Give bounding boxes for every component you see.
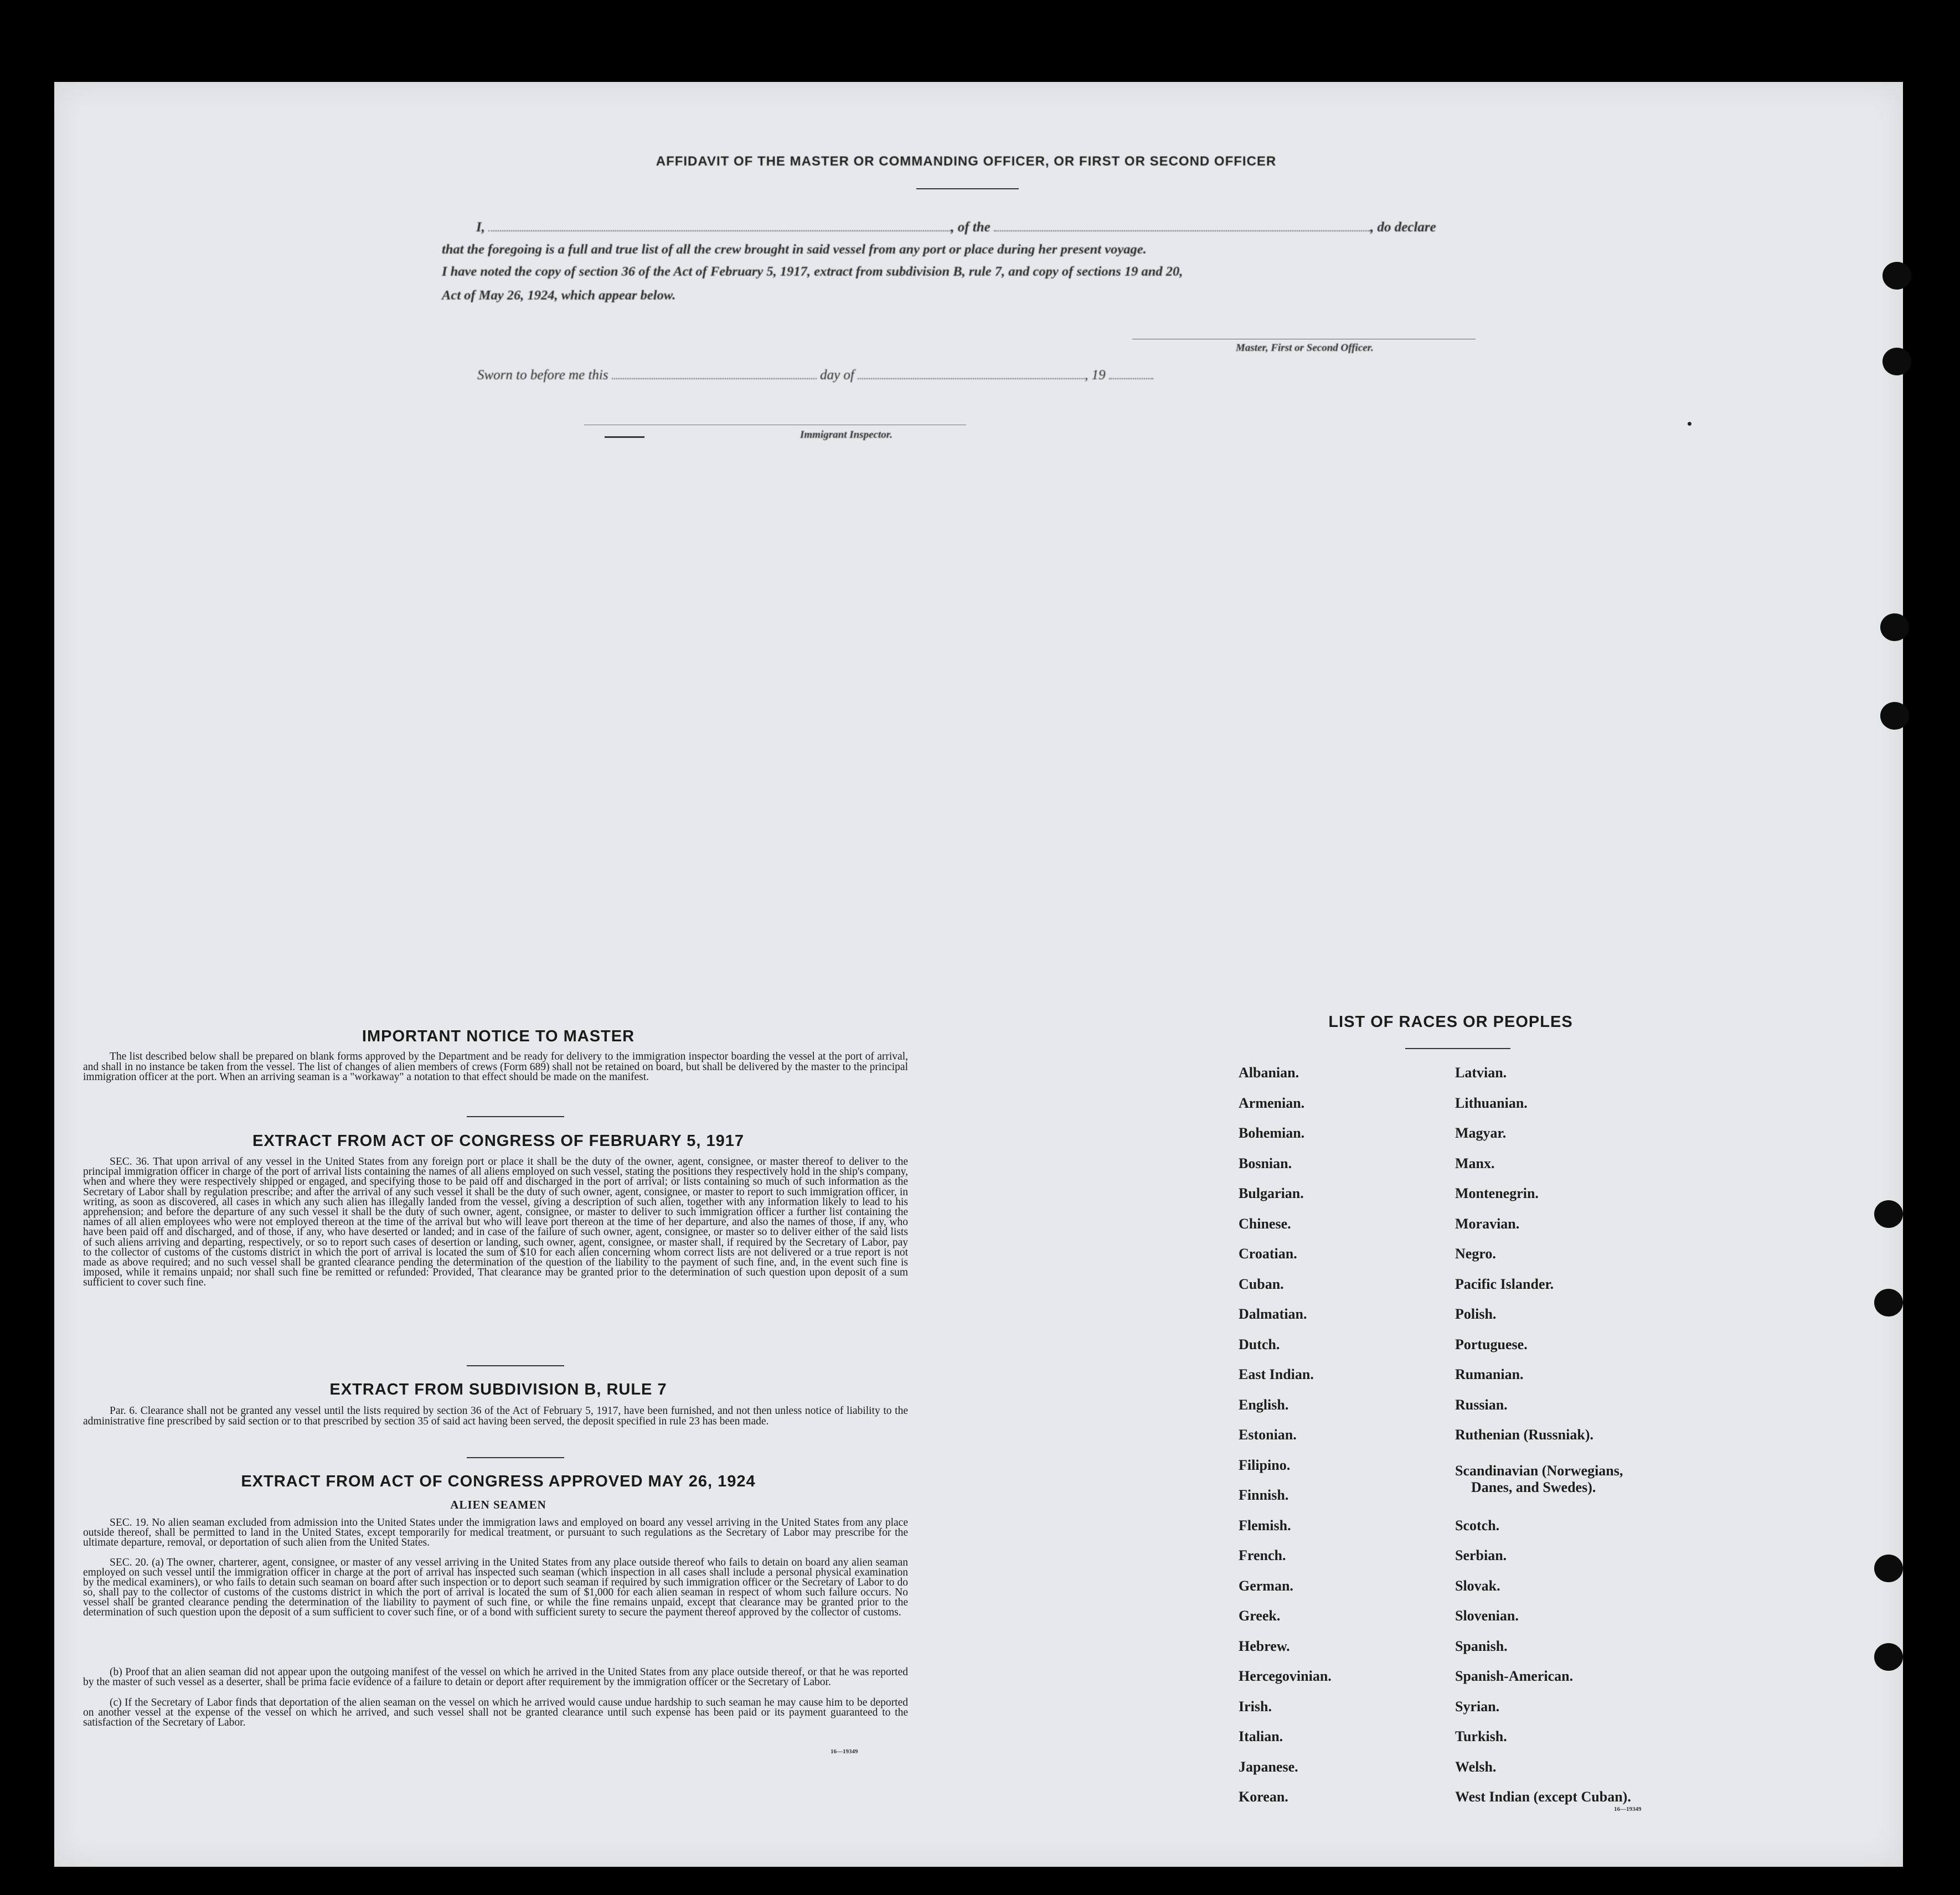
races-rule (1405, 1048, 1510, 1049)
race-item: Danes, and Swedes). (1471, 1479, 1596, 1495)
affidavit-line-4: Act of May 26, 1924, which appear below. (442, 288, 676, 303)
race-item: Spanish-American. (1455, 1668, 1574, 1684)
sworn-text: Sworn to before me this (477, 368, 608, 383)
sec20b-text: (b) Proof that an alien seaman did not appear upon the outgoing manifest of the vessel on which he arrived in the United States from any place outside thereof, or that he was reported by the master of such vessel as a deserter, shall be prima facie evidence of a failure to detain or deport after requirement by the immigration officer or the Secretary of Labor. (83, 1666, 908, 1688)
title-rule (916, 188, 1019, 189)
race-item: Polish. (1455, 1306, 1497, 1322)
alien-seamen-subtitle: ALIEN SEAMEN (450, 1498, 546, 1511)
punch-hole (1874, 1555, 1903, 1582)
extract-1924-title: EXTRACT FROM ACT OF CONGRESS APPROVED MAY 26, 1924 (241, 1473, 756, 1490)
race-item: Croatian. (1239, 1246, 1297, 1262)
rule7-text: Par. 6. Clearance shall not be granted any vessel until the lists required by section 36 of the Act of February 5, 1917, have been furnished, and not then unless notice of liability to the administrative fine prescribed by said section or to that prescribed by section 35 of said act having been served, the deposit specified in rule 23 has been made. (83, 1405, 908, 1427)
race-item: Irish. (1239, 1698, 1272, 1715)
affidavit-line-1 (476, 220, 1436, 235)
race-item: West Indian (except Cuban). (1455, 1789, 1631, 1805)
race-item: Portuguese. (1455, 1336, 1528, 1352)
affidavit-line-2: that the foregoing is a full and true list of all the crew brought in said vessel from any port or place during her present voyage. (442, 242, 1147, 257)
extract-1917-title: EXTRACT FROM ACT OF CONGRESS OF FEBRUARY 5, 1917 (252, 1132, 745, 1150)
race-item: Scandinavian (Norwegians, (1455, 1462, 1623, 1479)
speck (1688, 422, 1691, 426)
punch-hole (1874, 1643, 1903, 1671)
affidavit-title: AFFIDAVIT OF THE MASTER OR COMMANDING OFFICER, OR FIRST OR SECOND OFFICER (656, 154, 1277, 169)
race-item: Lithuanian. (1455, 1094, 1528, 1111)
races-title: LIST OF RACES OR PEOPLES (1328, 1013, 1573, 1031)
punch-hole (1882, 348, 1911, 375)
punch-hole (1874, 1289, 1903, 1316)
sec20a-text: SEC. 20. (a) The owner, charterer, agent, consignee, or master of any vessel arriving in the United States from any place outside thereof who fails to detain on board any alien seaman employed on such vessel until the immigration officer in charge at the port of arrival has inspected such seaman (which inspection in all cases shall include a personal physical examination by the medical examiners), or who fails to detain such seaman on board after such inspection or to deport such seaman if required by such immigration officer or the Secretary of Labor to do so, shall pay to the collector of customs of the customs district in which the port of arrival is located the sum of $1,000 for each alien seaman in respect of whom such failure occurs. No vessel shall be granted clearance pending the determination of the liability to payment of such fine, or while the fine remains unpaid, except that clearance may be granted prior to the determination of such question upon the deposit of a sum sufficient to cover such fine, or of a bond with sufficient surety to secure the payment thereof approved by the collector of customs. (83, 1557, 908, 1618)
race-item: Russian. (1455, 1396, 1508, 1413)
race-item: Dutch. (1239, 1336, 1280, 1352)
punch-hole (1882, 262, 1911, 290)
affidavit-of-the: , of the (951, 220, 991, 235)
day-of-text: day of (820, 368, 854, 383)
sworn-month-blank[interactable] (858, 378, 1085, 379)
sec20c-text: (c) If the Secretary of Labor finds that deportation of the alien seaman on the vessel on which he arrived would cause undue hardship to such seaman he may cause him to be deported on another vessel at the expense of the vessel on which he arrived, and such vessel shall not be granted clearance until such expense has been paid or its payment guaranteed to the satisfaction of the Secretary of Labor. (83, 1697, 908, 1728)
race-item: Serbian. (1455, 1547, 1507, 1563)
race-item: Bosnian. (1239, 1155, 1292, 1171)
punch-hole (1880, 702, 1909, 730)
race-item: Magyar. (1455, 1125, 1507, 1141)
affidavit-line-3: I have noted the copy of section 36 of the Act of February 5, 1917, extract from subdivision B, rule 7, and copy of sections 19 and 20, (442, 264, 1183, 279)
vessel-blank[interactable] (994, 230, 1370, 231)
affidavit-i: I, (476, 220, 485, 235)
race-item: Flemish. (1239, 1517, 1291, 1533)
race-item: Slovenian. (1455, 1608, 1519, 1624)
extract-1917-text: SEC. 36. That upon arrival of any vessel in the United States from any foreign port or place it shall be the duty of the owner, agent, consignee, or master thereof to deliver to the principal immigration officer in charge of the port of arrival lists containing the names of all aliens employed on such vessel, stating the positions they respectively hold in the ship's company, when and where they were respectively shipped or engaged, and specifying those to be paid off and discharged in the port of arrival; or lists containing so much of such information as the Secretary of Labor shall by regulation prescribe; and after the arrival of any such vessel it shall be the duty of such owner, agent, consignee, or master to report to such immigration officer, in writing, as soon as discovered, all cases in which any such alien has illegally landed from the vessel, giving a description of such alien, together with any information likely to lead to his apprehension; and before the departure of any such vessel it shall be the duty of such owner, agent, consignee, or master to deliver to such immigration officer a further list containing the names of all alien employees who were not employed thereon at the time of the arrival but who will leave port thereon at the time of her departure, and also the names of those, if any, who have been paid off and discharged, and of those, if any, who have deserted or landed; and in case of the failure of such owner, agent, consignee, or master so to deliver either of the said lists of such aliens arriving and departing, respectively, or so to report such cases of desertion or landing, such owner, agent, consignee, or master shall, if required by the Secretary of Labor, pay to the collector of customs of the customs district in which the port of arrival is located the sum of $10 for each alien concerning whom correct lists are not delivered or a true report is not made as above required; and no such vessel shall be granted clearance pending the determination of the question of the liability to the payment of such fine, and, in the event such fine is imposed, while it remains unpaid; nor shall such fine be remitted or refunded: Provided, That clearance may be granted prior to the determination of such question upon deposit of a sum sufficient to cover such fine. (83, 1156, 908, 1289)
race-item: German. (1239, 1577, 1293, 1594)
race-item: Hercegovinian. (1239, 1668, 1332, 1684)
sworn-line (477, 368, 1153, 383)
inspector-label: Immigrant Inspector. (800, 429, 893, 441)
year-prefix: , 19 (1085, 368, 1106, 383)
form-number-left: 16—19349 (831, 1748, 858, 1755)
race-item: Bohemian. (1239, 1125, 1305, 1141)
notice-title: IMPORTANT NOTICE TO MASTER (362, 1027, 635, 1045)
race-item: Italian. (1239, 1728, 1283, 1744)
race-item: Slovak. (1455, 1577, 1500, 1594)
master-label: Master, First or Second Officer. (1236, 342, 1374, 354)
race-item: Scotch. (1455, 1517, 1500, 1533)
race-item: Chinese. (1239, 1215, 1291, 1232)
sec19-text: SEC. 19. No alien seaman excluded from admission into the United States under the immigration laws and employed on board any vessel arriving in the United States from any place outside thereof, shall be permitted to land in the United States, except temporarily for medical treatment, or pursuant to such regulations as the Secretary of Labor may prescribe for the ultimate departure, removal, or deportation of such alien from the United States. (83, 1517, 908, 1548)
rule-3 (467, 1457, 564, 1458)
race-item: Ruthenian (Russniak). (1455, 1427, 1593, 1443)
punch-hole (1874, 1200, 1903, 1228)
notice-text: The list described below shall be prepared on blank forms approved by the Department and be ready for delivery to the immigration inspector boarding the vessel at the port of arrival, and shall in no instance be taken from the vessel. The list of changes of alien members of crews (Form 689) shall not be retained on board, but shall be delivered by the master to the principal immigration officer at the port. When an arriving seaman is a "workaway" a notation to that effect should be made on the manifest. (83, 1051, 908, 1083)
race-item: French. (1239, 1547, 1286, 1563)
race-item: Armenian. (1239, 1094, 1305, 1111)
rule-2 (467, 1365, 564, 1366)
race-item: Rumanian. (1455, 1366, 1524, 1382)
form-number-right: 16—19349 (1614, 1806, 1642, 1813)
race-item: Syrian. (1455, 1698, 1500, 1715)
race-item: Greek. (1239, 1608, 1281, 1624)
race-item: Cuban. (1239, 1276, 1284, 1292)
race-item: Moravian. (1455, 1215, 1520, 1232)
punch-hole (1880, 613, 1909, 641)
affidavit-do-declare: , do declare (1370, 220, 1436, 235)
rule-1 (467, 1116, 564, 1117)
race-item: Welsh. (1455, 1758, 1497, 1775)
race-item: Turkish. (1455, 1728, 1507, 1744)
race-item: Montenegrin. (1455, 1185, 1539, 1201)
race-item: Estonian. (1239, 1427, 1297, 1443)
race-item: Spanish. (1455, 1638, 1508, 1654)
race-item: English. (1239, 1396, 1289, 1413)
race-item: Negro. (1455, 1246, 1496, 1262)
race-item: Finnish. (1239, 1487, 1289, 1503)
dash-mark (605, 436, 644, 438)
rule7-title: EXTRACT FROM SUBDIVISION B, RULE 7 (329, 1381, 667, 1398)
race-item: Korean. (1239, 1789, 1288, 1805)
race-item: Manx. (1455, 1155, 1495, 1171)
race-item: Dalmatian. (1239, 1306, 1307, 1322)
race-item: Latvian. (1455, 1065, 1507, 1081)
race-item: Japanese. (1239, 1758, 1298, 1775)
name-blank[interactable] (488, 230, 951, 231)
sworn-year-blank[interactable] (1109, 378, 1153, 379)
race-item: Filipino. (1239, 1457, 1291, 1473)
race-item: East Indian. (1239, 1366, 1314, 1382)
race-item: Hebrew. (1239, 1638, 1290, 1654)
sworn-day-blank[interactable] (612, 378, 817, 379)
race-item: Pacific Islander. (1455, 1276, 1554, 1292)
race-item: Albanian. (1239, 1065, 1299, 1081)
race-item: Bulgarian. (1239, 1185, 1304, 1201)
